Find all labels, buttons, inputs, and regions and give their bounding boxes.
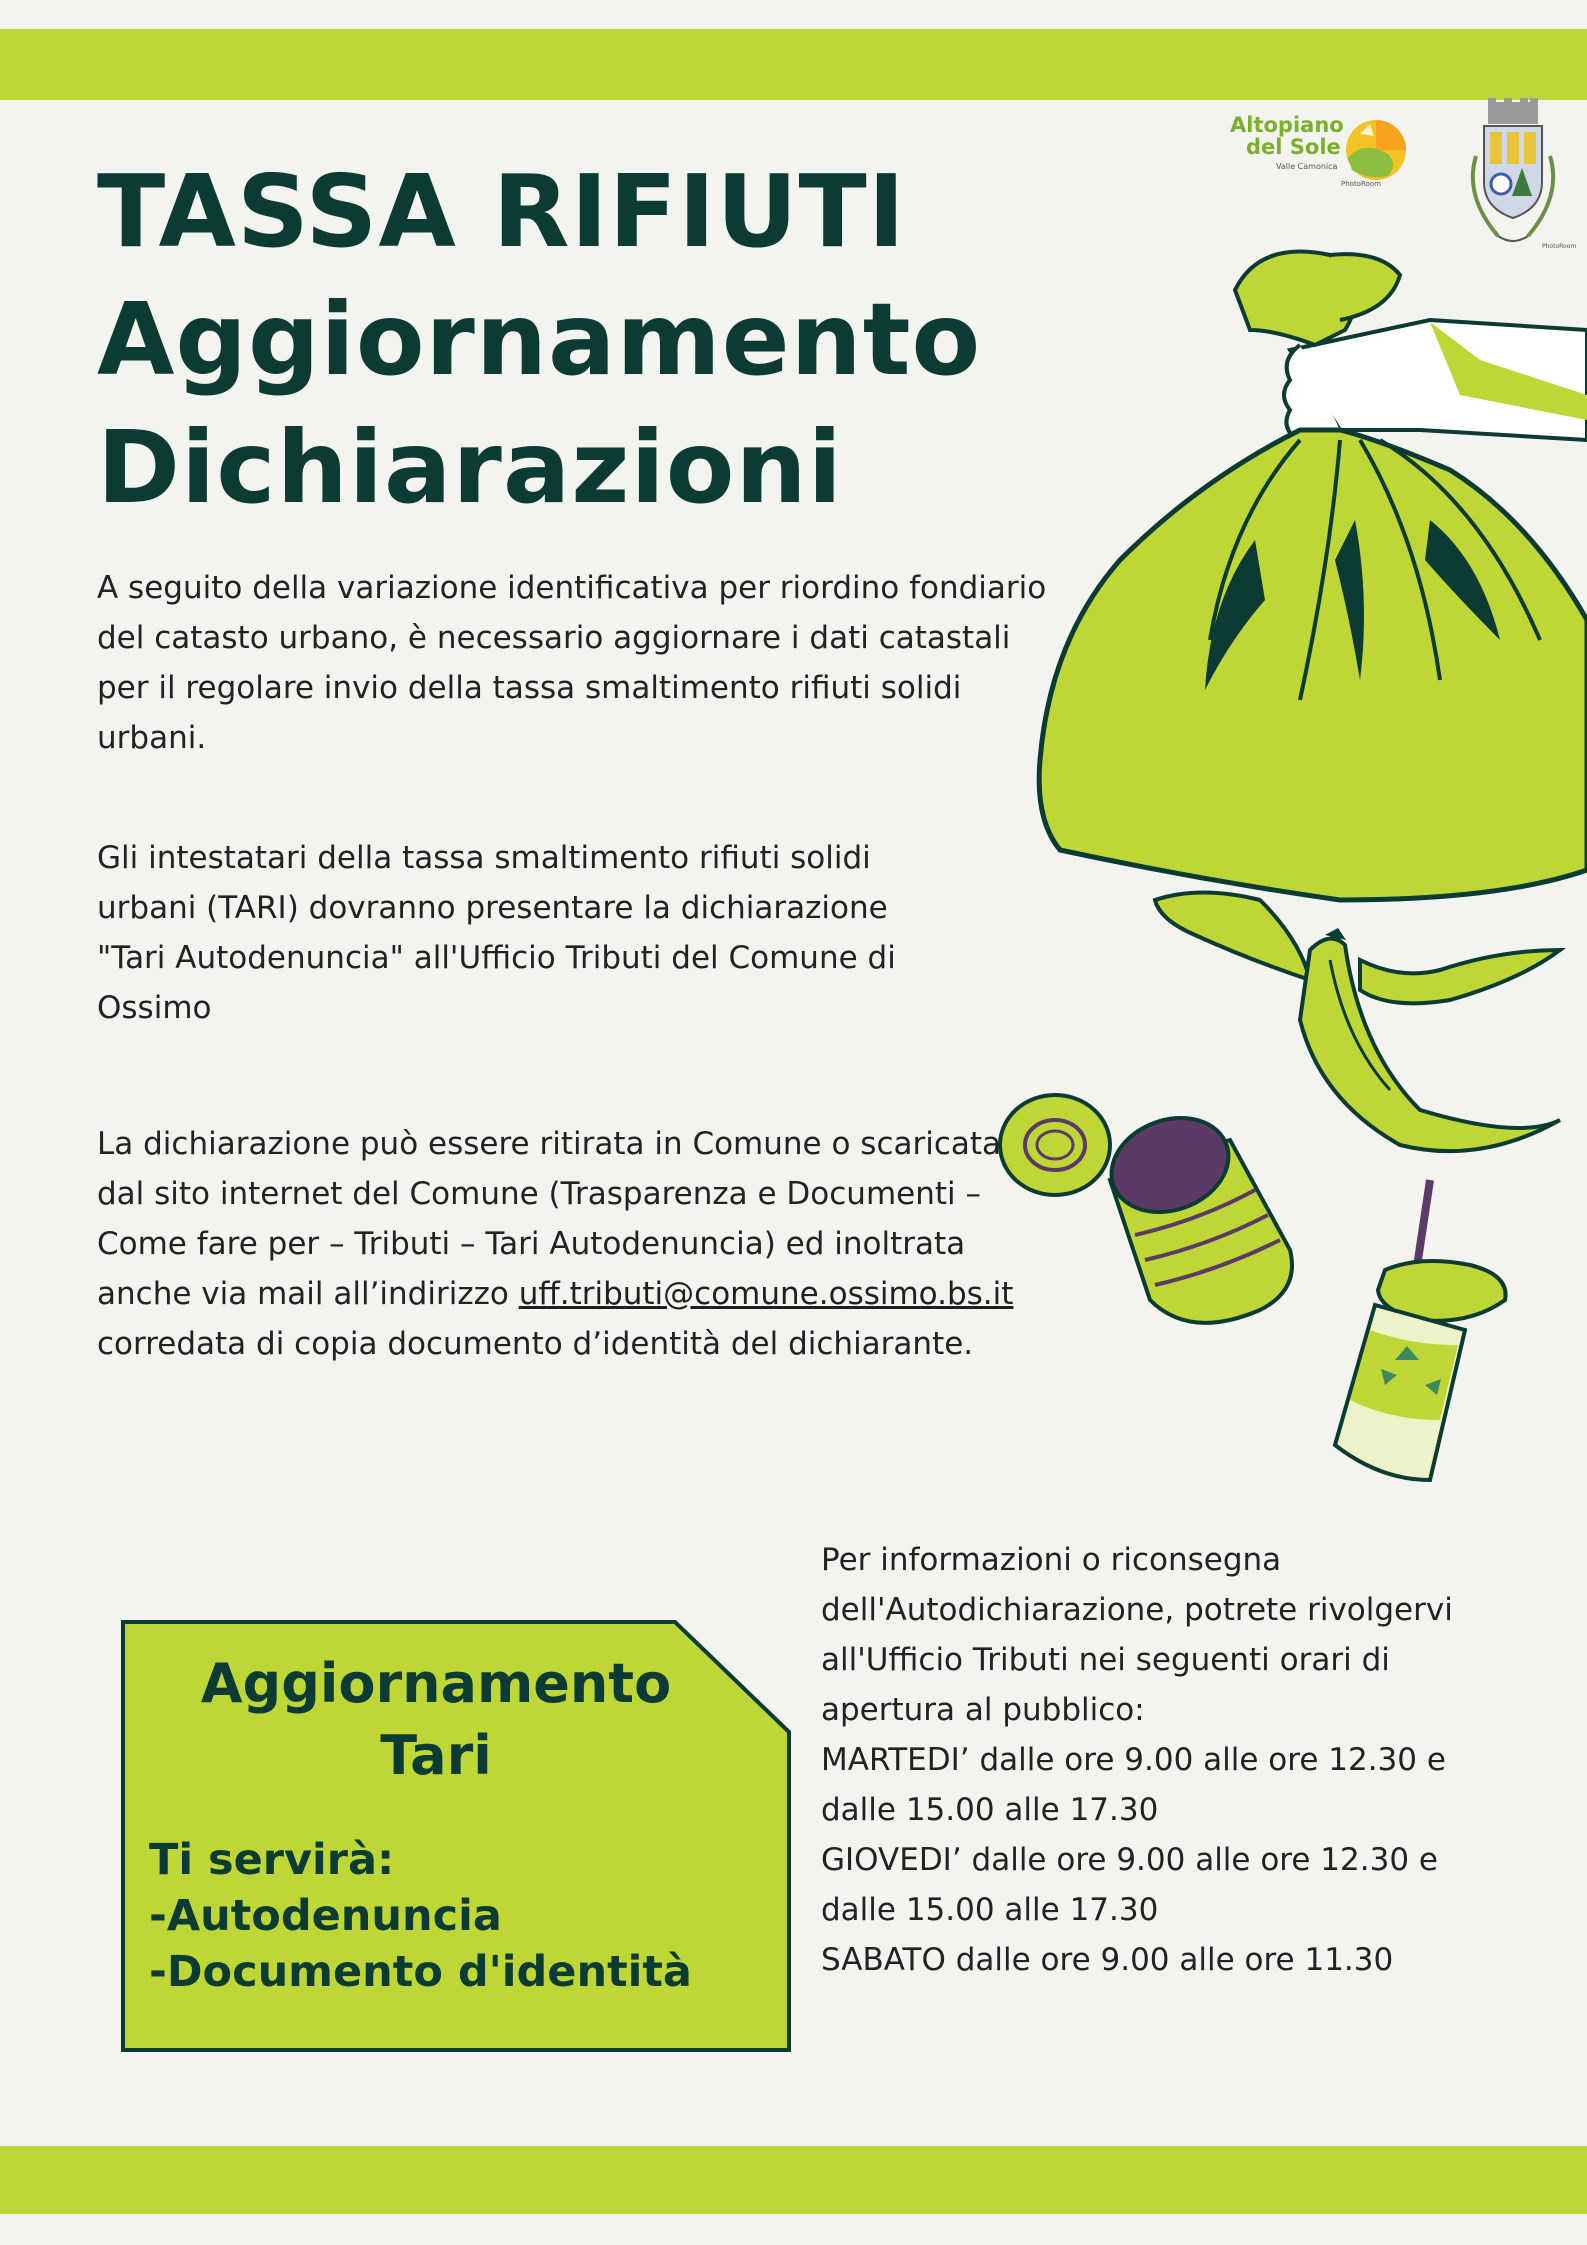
title-line-1: TASSA RIFIUTI bbox=[97, 153, 906, 270]
hours-thursday: GIOVEDI’ dalle ore 9.00 alle ore 12.30 e dalle 15.00 alle 17.30 bbox=[821, 1842, 1438, 1928]
banana-peel-icon bbox=[1155, 893, 1560, 1152]
page-title bbox=[97, 148, 981, 532]
download-text-after: corredata di copia documento d’identità del dichiarante. bbox=[97, 1326, 974, 1362]
card-list-item: -Autodenuncia bbox=[149, 1891, 502, 1941]
top-band bbox=[0, 29, 1587, 100]
crest-watermark: PhotoRoom bbox=[1542, 243, 1577, 250]
bottom-band bbox=[0, 2146, 1587, 2214]
hours-saturday: SABATO dalle ore 9.00 alle ore 11.30 bbox=[821, 1942, 1394, 1978]
illustration bbox=[980, 250, 1587, 1490]
recycle-cup-icon bbox=[1335, 1180, 1506, 1480]
info-intro: Per informazioni o riconsegna dell'Autodichiarazione, potrete rivolgervi all'Ufficio Tributi nei seguenti orari di apertura al pubblico: bbox=[821, 1542, 1453, 1728]
office-hours-info bbox=[821, 1535, 1521, 1985]
holders-paragraph: Gli intestatari della tassa smaltimento rifiuti solidi urbani (TARI) dovranno presentare la dichiarazione "Tari Autodenuncia" all'Ufficio Tributi del Comune di Ossimo bbox=[97, 840, 896, 1026]
municipal-crest-icon bbox=[1458, 96, 1577, 256]
tin-can-icon bbox=[1000, 1095, 1292, 1323]
card-title-line1: Aggiornamento bbox=[200, 1652, 672, 1715]
card-list-item: -Documento d'identità bbox=[149, 1947, 692, 1997]
logo-watermark: PhotoRoom bbox=[1341, 180, 1381, 188]
card-title bbox=[121, 1648, 751, 1792]
card-list-heading: Ti servirà: bbox=[149, 1835, 395, 1885]
email-link[interactable]: uff.tributi@comune.ossimo.bs.it bbox=[518, 1276, 1014, 1312]
altopiano-del-sole-logo bbox=[1228, 110, 1408, 200]
card-title-line2: Tari bbox=[380, 1724, 492, 1787]
logo-text-line1: Altopiano bbox=[1230, 113, 1344, 137]
logo-text-line2: del Sole bbox=[1246, 135, 1341, 159]
title-line-2: Aggiornamento bbox=[97, 281, 982, 398]
tari-update-card bbox=[121, 1620, 793, 2052]
download-paragraph bbox=[97, 1119, 1017, 1369]
logo-subtitle: Valle Camonica bbox=[1276, 162, 1338, 171]
intro-paragraph: A seguito della variazione identificativa per riordino fondiario del catasto urbano, è necessario aggiornare i dati catastali per il regolare invio della tassa smaltimento rifiuti solidi urbani. bbox=[97, 570, 1047, 756]
title-line-3: Dichiarazioni bbox=[97, 409, 843, 526]
download-text-before: La dichiarazione può essere ritirata in Comune o scaricata dal sito internet del Comune (Trasparenza e Documenti – Come fare per – Tributi – Tari Autodenuncia) ed inoltrata anche via mail all’indirizzo bbox=[97, 1126, 1002, 1312]
hours-tuesday: MARTEDI’ dalle ore 9.00 alle ore 12.30 e dalle 15.00 alle 17.30 bbox=[821, 1742, 1446, 1828]
card-requirements bbox=[149, 1832, 692, 2000]
